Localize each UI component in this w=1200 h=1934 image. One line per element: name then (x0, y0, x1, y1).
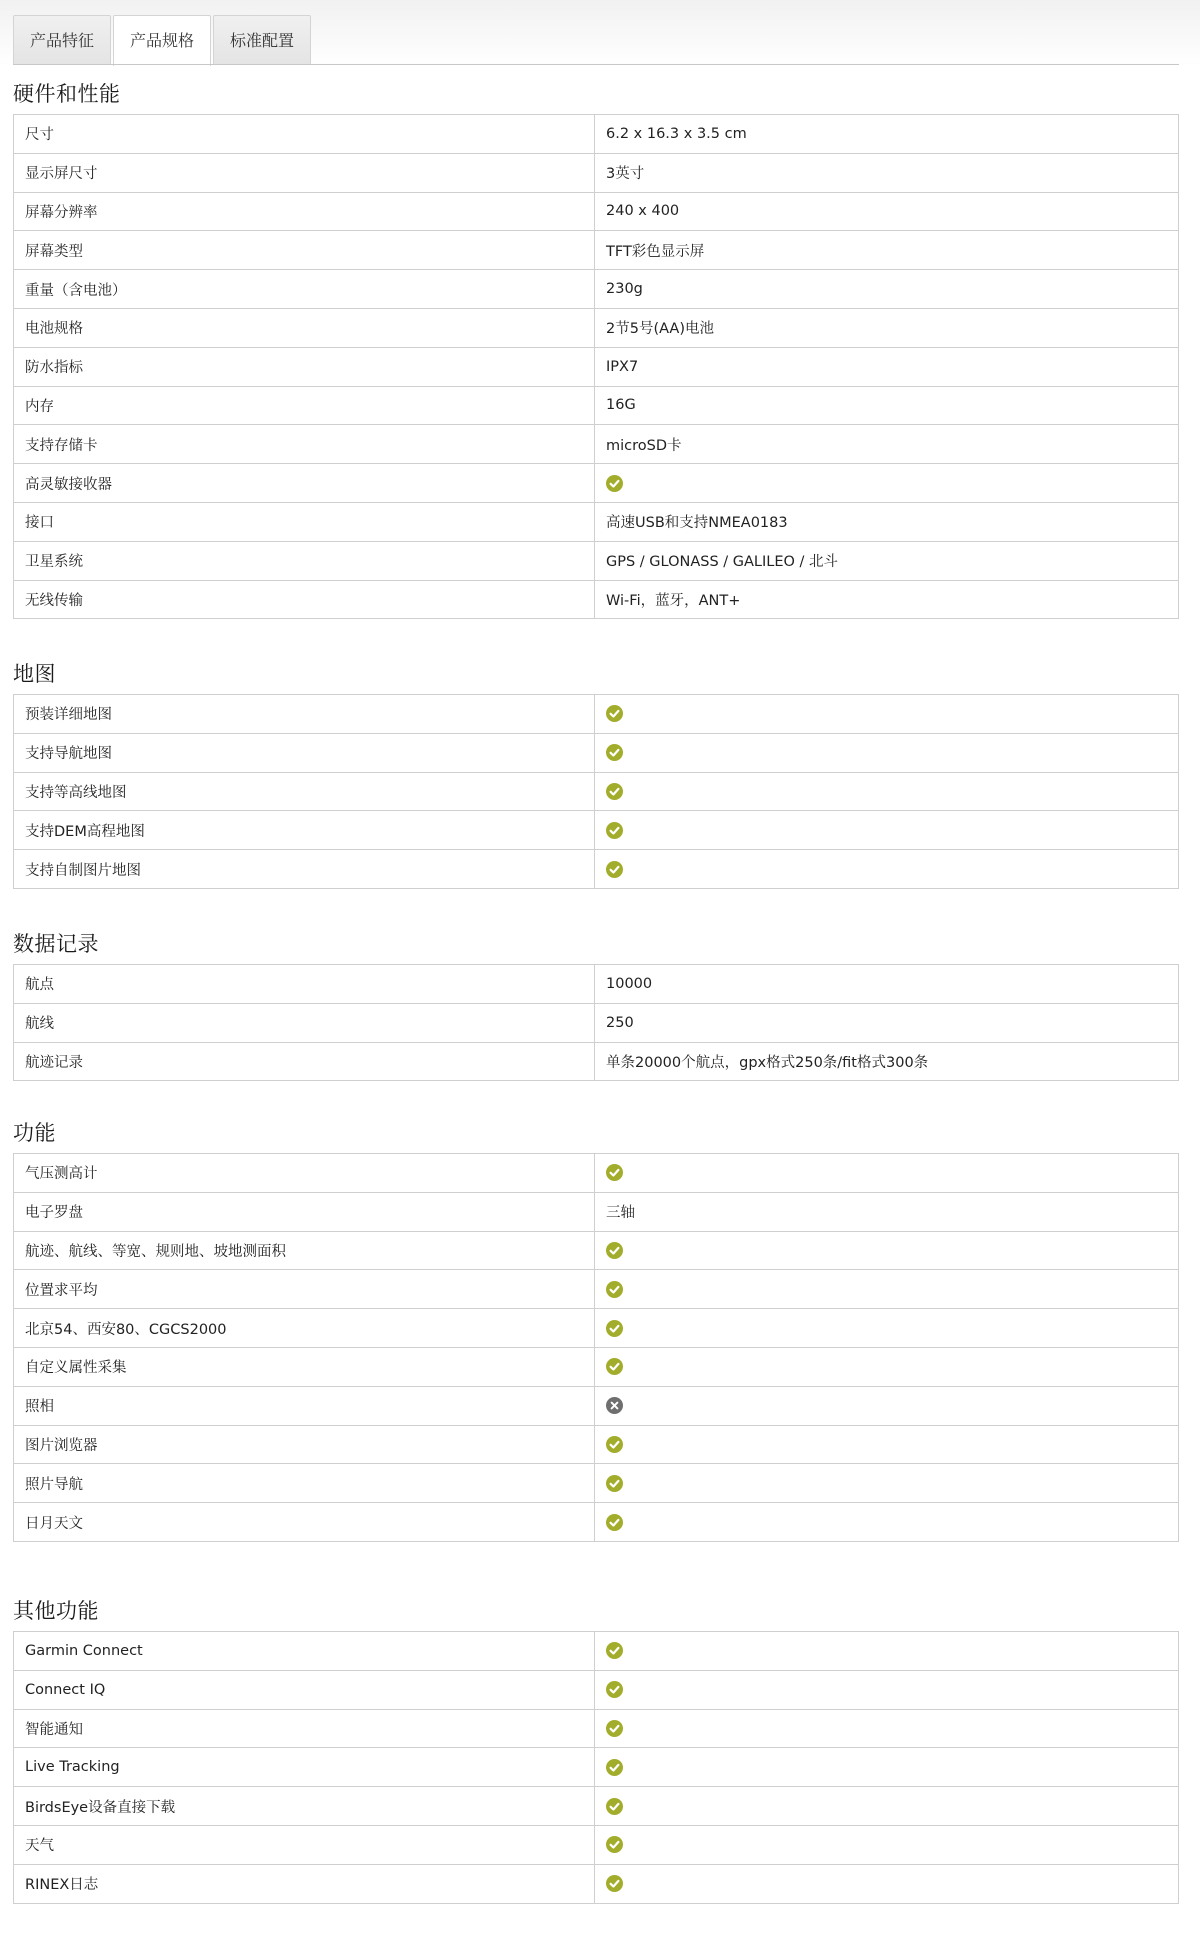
tab-divider (13, 64, 1179, 65)
spec-label: 支持存储卡 (14, 425, 595, 464)
spec-value: 230g (595, 270, 1179, 309)
spec-row (14, 425, 1179, 464)
spec-row (14, 1309, 1179, 1348)
check-icon (606, 1720, 623, 1737)
spec-label: 无线传输 (14, 580, 595, 619)
spec-value: Wi-Fi，蓝牙，ANT+ (595, 580, 1179, 619)
check-icon (606, 1798, 623, 1815)
spec-row (14, 1192, 1179, 1231)
spec-row (14, 386, 1179, 425)
spec-value: 6.2 x 16.3 x 3.5 cm (595, 115, 1179, 154)
check-icon (606, 1320, 623, 1337)
spec-row (14, 1231, 1179, 1270)
spec-value (595, 850, 1179, 889)
spec-label: 重量（含电池） (14, 270, 595, 309)
spec-value (595, 1787, 1179, 1826)
check-icon (606, 1514, 623, 1531)
spec-row (14, 1042, 1179, 1081)
section-title: 数据记录 (13, 932, 99, 956)
spec-value (595, 1309, 1179, 1348)
spec-label: 支持导航地图 (14, 733, 595, 772)
spec-label: 预装详细地图 (14, 695, 595, 734)
check-icon (606, 1164, 623, 1181)
spec-label: BirdsEye设备直接下载 (14, 1787, 595, 1826)
spec-value: 2节5号(AA)电池 (595, 308, 1179, 347)
spec-row (14, 541, 1179, 580)
spec-table (13, 694, 1179, 889)
section-data-logging (13, 924, 1179, 1081)
spec-value: GPS / GLONASS / GALILEO / 北斗 (595, 541, 1179, 580)
spec-row (14, 1864, 1179, 1903)
cross-icon (606, 1397, 623, 1414)
spec-row (14, 1825, 1179, 1864)
spec-label: 图片浏览器 (14, 1425, 595, 1464)
check-icon (606, 822, 623, 839)
spec-row (14, 1670, 1179, 1709)
spec-label: 照相 (14, 1386, 595, 1425)
spec-label: 屏幕分辨率 (14, 192, 595, 231)
spec-label: 天气 (14, 1825, 595, 1864)
spec-label: 智能通知 (14, 1709, 595, 1748)
spec-row (14, 347, 1179, 386)
spec-value (595, 1347, 1179, 1386)
spec-label: 支持DEM高程地图 (14, 811, 595, 850)
section-title: 功能 (13, 1121, 56, 1145)
spec-row (14, 115, 1179, 154)
check-icon (606, 1875, 623, 1892)
spec-label: 位置求平均 (14, 1270, 595, 1309)
spec-row (14, 1709, 1179, 1748)
tab-standard-config[interactable]: 标准配置 (213, 15, 311, 65)
spec-label: 日月天文 (14, 1503, 595, 1542)
section-other-features (13, 1591, 1179, 1904)
spec-row (14, 153, 1179, 192)
check-icon (606, 1358, 623, 1375)
spec-row (14, 502, 1179, 541)
check-icon (606, 705, 623, 722)
spec-label: RINEX日志 (14, 1864, 595, 1903)
spec-value (595, 733, 1179, 772)
spec-value: 250 (595, 1003, 1179, 1042)
spec-value: 240 x 400 (595, 192, 1179, 231)
spec-table (13, 1153, 1179, 1542)
check-icon (606, 1681, 623, 1698)
spec-row (14, 1748, 1179, 1787)
section-title: 其他功能 (13, 1599, 99, 1623)
spec-table (13, 964, 1179, 1081)
spec-row (14, 1154, 1179, 1193)
section-hardware (13, 74, 1179, 619)
check-icon (606, 1242, 623, 1259)
spec-label: 电子罗盘 (14, 1192, 595, 1231)
tab-product-specs[interactable]: 产品规格 (113, 15, 211, 66)
spec-label: Connect IQ (14, 1670, 595, 1709)
spec-label: 屏幕类型 (14, 231, 595, 270)
spec-row (14, 231, 1179, 270)
check-icon (606, 1836, 623, 1853)
spec-value (595, 1231, 1179, 1270)
spec-label: 照片导航 (14, 1464, 595, 1503)
spec-row (14, 1425, 1179, 1464)
spec-value (595, 1864, 1179, 1903)
spec-value (595, 811, 1179, 850)
spec-label: 电池规格 (14, 308, 595, 347)
spec-label: 北京54、西安80、CGCS2000 (14, 1309, 595, 1348)
check-icon (606, 744, 623, 761)
spec-row (14, 464, 1179, 503)
spec-value: TFT彩色显示屏 (595, 231, 1179, 270)
spec-value: 三轴 (595, 1192, 1179, 1231)
spec-label: 自定义属性采集 (14, 1347, 595, 1386)
spec-value (595, 772, 1179, 811)
spec-label: 接口 (14, 502, 595, 541)
check-icon (606, 861, 623, 878)
spec-row (14, 1464, 1179, 1503)
spec-row (14, 308, 1179, 347)
spec-label: 航迹、航线、等宽、规则地、坡地测面积 (14, 1231, 595, 1270)
spec-value: 16G (595, 386, 1179, 425)
spec-row (14, 695, 1179, 734)
spec-row (14, 1386, 1179, 1425)
spec-value (595, 1632, 1179, 1671)
spec-row (14, 1632, 1179, 1671)
spec-value (595, 1670, 1179, 1709)
section-maps (13, 654, 1179, 889)
spec-label: 防水指标 (14, 347, 595, 386)
check-icon (606, 1436, 623, 1453)
spec-label: 卫星系统 (14, 541, 595, 580)
check-icon (606, 1642, 623, 1659)
spec-label: Garmin Connect (14, 1632, 595, 1671)
spec-value (595, 1503, 1179, 1542)
spec-value (595, 1464, 1179, 1503)
spec-row (14, 811, 1179, 850)
spec-row (14, 270, 1179, 309)
section-title: 地图 (13, 662, 56, 686)
spec-value (595, 695, 1179, 734)
spec-row (14, 1347, 1179, 1386)
spec-value (595, 1270, 1179, 1309)
tab-list (13, 15, 311, 65)
spec-row (14, 772, 1179, 811)
spec-row (14, 580, 1179, 619)
spec-value: microSD卡 (595, 425, 1179, 464)
spec-label: 航点 (14, 965, 595, 1004)
spec-row (14, 1270, 1179, 1309)
section-features (13, 1113, 1179, 1542)
spec-label: 尺寸 (14, 115, 595, 154)
spec-row (14, 192, 1179, 231)
spec-value (595, 464, 1179, 503)
spec-table (13, 114, 1179, 619)
spec-label: 高灵敏接收器 (14, 464, 595, 503)
spec-row (14, 1003, 1179, 1042)
spec-value (595, 1709, 1179, 1748)
spec-label: 航线 (14, 1003, 595, 1042)
spec-table (13, 1631, 1179, 1904)
check-icon (606, 1759, 623, 1776)
check-icon (606, 1475, 623, 1492)
spec-row (14, 850, 1179, 889)
spec-row (14, 965, 1179, 1004)
spec-row (14, 1503, 1179, 1542)
spec-label: 支持等高线地图 (14, 772, 595, 811)
spec-label: Live Tracking (14, 1748, 595, 1787)
tab-product-features[interactable]: 产品特征 (13, 15, 111, 65)
check-icon (606, 1281, 623, 1298)
tabs-bar (0, 0, 1200, 66)
check-icon (606, 475, 623, 492)
section-title: 硬件和性能 (13, 82, 121, 106)
spec-value (595, 1386, 1179, 1425)
spec-label: 气压测高计 (14, 1154, 595, 1193)
spec-label: 内存 (14, 386, 595, 425)
spec-label: 显示屏尺寸 (14, 153, 595, 192)
spec-value: 单条20000个航点，gpx格式250条/fit格式300条 (595, 1042, 1179, 1081)
spec-value (595, 1425, 1179, 1464)
spec-label: 支持自制图片地图 (14, 850, 595, 889)
check-icon (606, 783, 623, 800)
spec-value: 3英寸 (595, 153, 1179, 192)
spec-row (14, 733, 1179, 772)
spec-value (595, 1748, 1179, 1787)
spec-label: 航迹记录 (14, 1042, 595, 1081)
spec-value: IPX7 (595, 347, 1179, 386)
spec-value: 高速USB和支持NMEA0183 (595, 502, 1179, 541)
spec-row (14, 1787, 1179, 1826)
spec-value (595, 1825, 1179, 1864)
spec-value (595, 1154, 1179, 1193)
spec-value: 10000 (595, 965, 1179, 1004)
